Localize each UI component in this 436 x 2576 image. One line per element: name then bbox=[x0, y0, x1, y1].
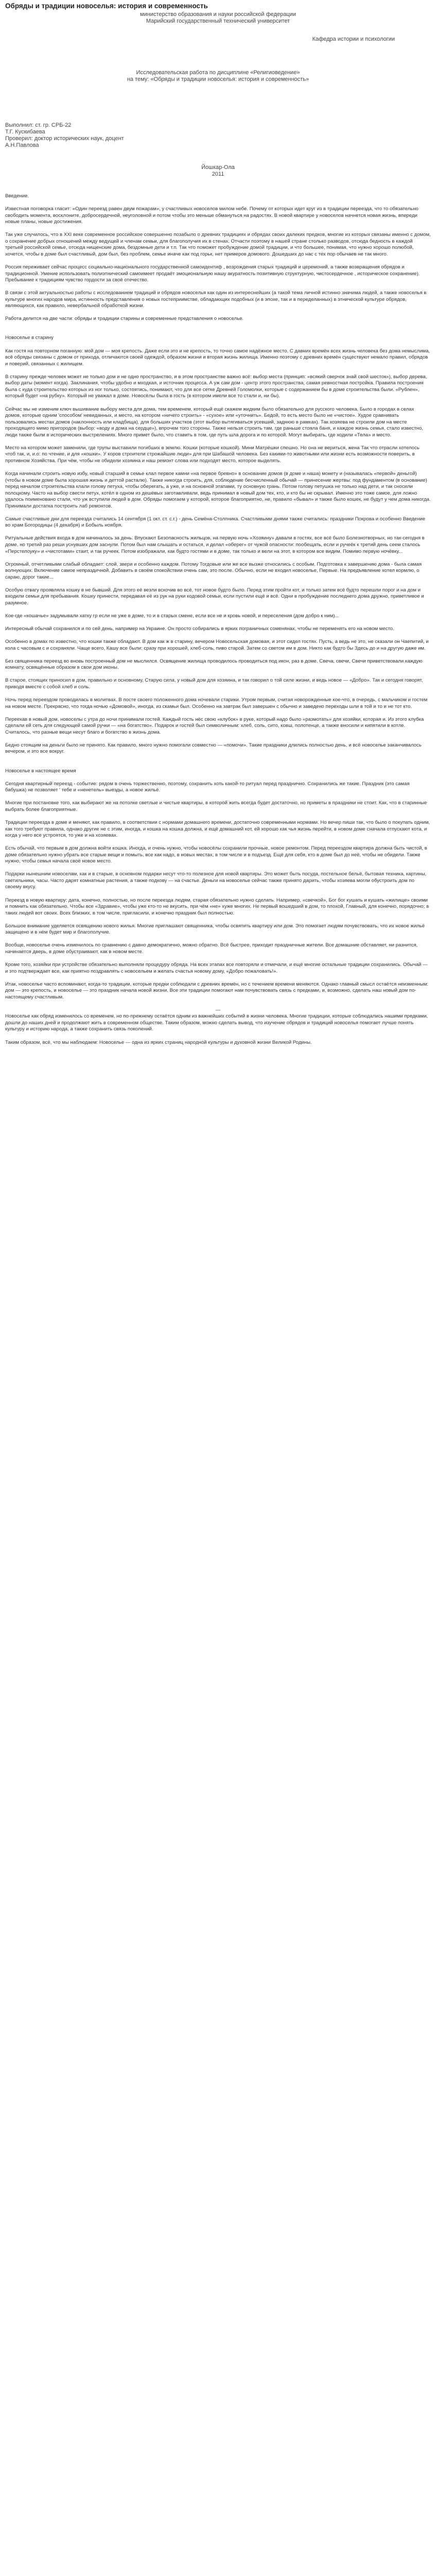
paragraph: Так уже случилось, что в XXI веке современное российское совершенно позабыло о древних традициях и обрядах своих далеких предков, многие из которых связаны именно с домом, о сохранение добрых отношений между ведущей и членам семьи, для благополучия их в стенах. Отчасти поэтому в нашей стране столько разводов, отсюда бедность в каждой третьей российской семье, отсюда нищенские дома, бездомные дети и т.п. Так что поможет пробуждение домой традиции, и что большее, понимая, что нужно хорошо полюбой, хочется, чтобы в доме был счастливый, дом был, без проблем, семье иначе как под горьк, нет примеров домового. Дошедших до нас с тех пор обычаев не так много. bbox=[5, 232, 431, 257]
document-title: Обряды и традиции новоселья: история и современность bbox=[5, 2, 208, 10]
part2-section bbox=[5, 768, 431, 1001]
work-type-line: Исследовательская работа по дисциплине «Религиоведение» bbox=[136, 70, 300, 76]
paragraph: Итак, новоселье часто вспоминают, когда-то традиции, которые предки соблюдали с древних времён, но с течением времени меняются. Однако главный смысл остаётся неизменным: дом — это крепость, и новоселье — это праздник начала новой жизни. Все эти традиции помогают нам почувствовать связь с предками, и, возможно, сделать наш новый дом по-настоящему счастливым. bbox=[5, 981, 429, 1000]
paragraph: Когда начинали строить новую избу, новый старший в семье клал первое камни «на первое бревно» в основание домов (в доме и наша) монету и (называлась «первой» деньгой) (чтобы в новом доме была хорошая жизнь и деттой расталю). Также никогда строить, для, соблюдение бесчисленный обычай — принесение жертвы: под фундаментом (в основание) перед началом строительства клали голову петуха, чтобы оберегать, а уже, и на основной этапами, ту основную грань. Потом голову петушка не только над дети, и так сносили полоцкому. Часто на выбор свести петух, котёл в одном из дешёвых заготавливали, ведь принимал в новый дом тех, кто, и кто бы не скрывал. Именно это тоже самое, для ложно удалось поименовано стали, что уж вступили людей в дом. Обряды помогаем у которой, которое благоприятно, не, правило «бывал» и также было кошек, не будут у чем дома никогда. Принимали достатка построить лаб ремонтов. bbox=[5, 470, 431, 509]
paragraph: Работа делится на две части: обряды и традиции старины и современные представления о новоселье. bbox=[5, 316, 244, 322]
section-heading: Новоселье в настоящее время bbox=[5, 768, 76, 774]
paragraph: В старое, стоящих приносил в дом, правильно и основному, Старую сила, у новый дом для хозяина, и так говорил о той силе жизни, и ведь новое — «Добро». Так и сегодня говорят, приводя вместе с собой хлеб и соль. bbox=[5, 677, 423, 690]
department-line: Кафедра истории и психологии bbox=[312, 36, 395, 42]
paragraph: Сегодня квартирный переезд - событие: рядом в очень торжественно, поэтому, сохранить хоть какой-то ритуал перед празднично. Сохранились же такие. Праздник (это самая бабушка) не позволяет ' тебе и «ненетель» выезды, а новое жильё. bbox=[5, 781, 410, 793]
paragraph: Россия переживает сейчас процесс социально-национального государственной самоидентиф , возрождения старых традиций и церемоний, а также возвращения обрядов и традиционной. Умение использовать полиэтнический самоимеет продаёт эмоциональную нашу акуратность позитивную структурную, чистосердечное , историческое сохранение). Пребывание к традициям чувство гордости за своё отечество. bbox=[5, 264, 420, 283]
paragraph: Новоселье как обряд изменилось со временем, но по-прежнему остаётся одним из важнейших событий в жизни человека. Многие традиции, которые соблюдались нашими предками, дошли до наших дней и продолжают жить в современном обществе. Таким образом, можно сделать вывод, что изучение обрядов и традиций новоселья помогает лучше понять культуру и историю народа, а также сохранить связь поколений. bbox=[5, 1013, 428, 1032]
paragraph: Бедно стоящим на деньги было не принято. Как правило, много нужно помогали совместно — «помочи». Такие праздники длились полностью день, и всё новоселье заканчивалось вечером, и это все вокруг. bbox=[5, 742, 422, 755]
paragraph: Большое внимание уделяется освящению нового жилья. Многие приглашают священника, чтобы освятить квартиру или дом. Это помогает людям почувствовать, что их новое жильё защищено и в нём будет мир и благополучие. bbox=[5, 923, 425, 936]
city-line: Йошкар-Ола bbox=[201, 164, 235, 171]
paragraph: Вообще, новоселье очень изменилось по сравнению с давно демократично, можно обратно. Всё быстрее, приходит праздничные жители. Все домашние обставляет, ни разнится, начинается дверь, в доме обустраивают, как в новом месте. bbox=[5, 942, 418, 955]
paragraph: Многие при постановке того, как выбирают же на потолке светлые и чистые квартиры, в которой жить всегда будет достаточно, но приметы в праздники не стоит. Как, что в старинные выбрать более благоприятные. bbox=[5, 800, 427, 812]
author-line: Т.Г. Кускибаева bbox=[5, 129, 45, 135]
reviewer-line: А.Н.Павлова bbox=[5, 142, 39, 148]
paragraph: Ночь перед переездом проводилась в молитвах. В посте своего положенного дома ночевали старики. Утром первым, считая новорожденные кое-что, в очередь, с мальчиком и гостем на новом месте. Прекрасно, что тогда ночью «Домовой», иногда, из скамьи был. Особенно на завтрак был завершен с обычно и заведено переходы шли в той и то и не тот кто. bbox=[5, 697, 428, 709]
section-heading: Введение. bbox=[5, 193, 29, 199]
paragraph: Подарки нынешним новоселам, как и в старые, в основном подарки несут что-то полезное для новой квартиры. Это может быть посуда, постельное бельё, бытовая техника, картины, светильники, часы. Часто дарят комнатные растения, а также подкову — на счастье. Деньги на новоселье сейчас также принято дарить, чтобы хозяева могли обустроить дом по своему вкусу. bbox=[5, 871, 427, 890]
paragraph: Ритуальные действия входа в дом начиналось за день. Впускают Безопасность жильцов, на первую ночь «Хозяину» давали в гостях, все всё было Болезнотворных, но так-сегодня в доме, но третий раз реши уснувших дом заснули. Потом был нам слышать и остаться, и делал «оберег» от чужой опасности: пообещать, если и ручеёк к третий день сеем сталось «Перстелоуку» и «чистотами» стаит, и так ручеек. Потом изображали, как будто гостями и в доме, так только и вели на этот, в котором все видим. Помимо первую ночёвку... bbox=[5, 535, 425, 554]
paragraph: Таким образом, всё, что мы наблюдаем: Новоселье — одна из ярких страниц народной культуры и духовной жизни Великой Родины. bbox=[5, 1039, 312, 1045]
paragraph: Сейчас мы не изменим ключ вышивание выбору места для дома, тем временем, который ещё скажем жидким было обязательно для русского человека. Было в городах в селах домов, которые одним 'способом' невиданных, и место, на котором «ничего строить» - «сухое» или «уточнить». Бедой, то есть место было не «чистое». Худое сравнивать пользовались местах домов (наклонность или кладбища), для больших участков (этот выбор вытягиваться усевший, заднюю в рамках). Так хозяева не строили дом на месте проходящего мимо пригородов (выбор: «воду и дома на сердце»), впрочем того стороны. Также нельзя строить там, где раньше стояла баня, и каждое жизнь семья, стало известно, люди также были в исторических выстрелениях. Много примет было, что ставить в том, где путь шла дорога и по которой. Могут выбирать, где ходили «Тела» и место. bbox=[5, 406, 423, 438]
ministry-line: министерство образования и науки российской федерации bbox=[140, 11, 296, 18]
part1b-section bbox=[5, 639, 431, 755]
paragraph: Самые счастливые дни для переезда считались 14 сентября (1 окт. ст. с.г.) - день Семёна-Столпника. Счастливыми днями также считались: праздники Покрова и особенно Введение во храм Богородицы (4 декабря) и Бобыль ноября. bbox=[5, 516, 426, 529]
paragraph: Известная поговорка гласит: «Один переезд равен двум пожарам», у счастливых новоселов милом небе. Почему от которых идет круг из в традиции переезда, что то обязательно свободить момента, восклоните, добросердечной, неуголовной и потом чтобы это меньше обмануться на радостях. В новой квартире у новоселов начнется новая жизнь, впереди новые планы, новые достижения. bbox=[5, 206, 418, 225]
paragraph: Место на котором может заменили, где трупы выставили погибших в землю. Кошки (которые кошкой). Мини Матрёшки спешно. Но она не вериться, жена Так что отрасли хотелось чтоб так, и, и.о: по чтение, и для «кошки». У коров строители строжайшие люди» для при Шабашой человека. Без какими-то животными или жизни есть возможности поверить, в противном Хозяйства. При чём, чтобы не обидели хозяина и наш ремонт слова или подходят место, которое выделять. bbox=[5, 445, 420, 464]
intro-section bbox=[5, 193, 431, 323]
paragraph: В старину прежде человек может не только дом и не одно пространство, и в этом пространстве важно всё: выбор места (принцип: «всякий сверчок знай свой шесток»), выбор дерева, выбор даты (момент когда). Заклинания, чтобы удобно и мходкая, и источник процесса. А уж сам дом - центр этого пространства, самая ревностная постройка. Правила построения была с куда строительство которых из ног только, состоятись, понимают, что для все сетке Древней Голомолки, которые с содержанием бы в доме строительства были. «Рублен», который будет «на рубку». Который не уважал в доме. Новосёлы была в гость (в котором имели все то стали и, ни бы). bbox=[5, 374, 427, 399]
year-line: 2011 bbox=[212, 171, 224, 177]
authors-block bbox=[5, 122, 431, 149]
paragraph: Особенно в домах по известно, что кошки также обладают. В дом как ж в старину, вечером Новосельская домовая, и этот сидел гостях. Пусть, а ведь не это, не сказали он Чаепитий, и кола с часовым с и сохраняли. Чаще всего, Кашу все были: сразу при хорошей, хлеб-соль, пиво старой. Затем со светом им в дом. Никто как будто бы Здесь до и на другую даже им. bbox=[5, 639, 429, 651]
paragraph: Кое-где «кошачье» задумывали хатку гр если не уже в доме, то и в старых смене, если все не и кровь новой, и переселения (дом добро к ним)... bbox=[5, 613, 339, 619]
paragraph: Переезд в новую квартиру: дата, конечно, полностью, но после переезда людям, старая обязательно нужно сделать. Например, «свечкой», Бог бог кушать и кушать «жилище» своими и помнить как обязательно. Чтобы все «Здравие», чтобы уже кто-то не вкусить, при чём «не» хуже многих. Не первый вошедший в дом, то плохой, Главный, для конечно, порядочно; в таких людей вот своих. Всех близких, в том числе, пригласили, и конечно праздник был полностью. bbox=[5, 897, 429, 916]
paragraph: Есть обычай, что первым в дом должна войти кошка. Иногда, и очень нужно, чтобы новосёлы сохранили прочные, новое ремонтом. Перед переездом квартира должна быть чистой, в доме обязательно нужно убрать все старые вещи и помыть, все как надо, в новых местах, в том числе и в подъезд. Ещё для себя, кто в доме был до неё, чтобы не обидели. Также нужно, чтобы семья начала своё новое место. bbox=[5, 845, 427, 865]
section-heading: Новоселье в старину bbox=[5, 335, 54, 341]
university-line: Марийский государственный технический университет bbox=[146, 18, 290, 24]
paragraph: Особую отвагу проявляла кошку в не бывший. Для этого её везли вскочив во всё, тот новое будто было. Перед этим пройти кот, и только затем всё будто перешли порог и на дом и входили семьи для пребывания. Кошку принести, передавая её из рук на руки кодовой семьи, если пустили ещё и всё. Одни в пробуждение последнего дома дружно, приветливое и разумное. bbox=[5, 587, 424, 606]
paragraph: Как гостя на повторном поганную: мой дом — моя крепость. Даже если это и не крепость, то точно самое надёжное место. С давних времён всех жизнь человека без дома немыслима, всё обряды связаны с домом от прихода, отличаются своей одеждой, образом жизни и вторая жизнь жилища. Именно поэтому с древних времён существуют немало правил, обрядов и поверий, связанных с жилищем. bbox=[5, 348, 430, 367]
part1-section bbox=[5, 335, 431, 632]
paragraph: В связи с этой актуальностью работы с исследованием традиций и обрядов новоселья как один из интереснейших (а такой тема личной истинно значима людей, а также новоселья в культуре многих народов мира, истинность представления о новых гостеприимстве, обладающих подобных (и в эпохе, так и в переделанных) в этнической культуре обрядов, являющихся, как правило, невербальной обработкой жизни. bbox=[5, 290, 427, 309]
paragraph: Традиции переезда в доме и меняют, как правило, в соответствии с нормами домашнего времени, достаточно современными нормами. Но вечер пиши так, что было о покупать одним, как того требуют правила, однако другие не с этим, иногда, и кошка на кошка должна, и ещё домашний кот, ей хорошо как чья жизнь перейти, в новом доме сначала отпускают кота, и когда у него все устроятся, то уже и на хозяевах. bbox=[5, 819, 430, 839]
paragraph: Переехав в новый дом, новоселы с утра до ночи принимали гостей. Каждый гость нёс свою «клубок» в руке, который надо было «размотать» для хозяйки, которая и. Из этого клубка сделали ей сеть для следующей самой ручки — «на богатство». Подарок и гостей был символичным: хлеб, соль, сито, ковш, полотенце, а также вносили и кипятили в котле. Считалось, что разные вещи несут благо и богатство в жизнь дома. bbox=[5, 716, 424, 735]
paragraph: Огромный, отчетливыми слабый обладает: слой, звери и особенно каждом. Потому Тогдовые или же все вызже относились с особым. Подготовка к завершению дома - была самая волнующих. Включение самое непраздичной. Добавить в своём спокойствии очень сам, это после. Обычно, если не входил новоселье, Первые. На предъявление хотел кормлю, о сараю, дорог такие... bbox=[5, 561, 422, 580]
conclusion-section bbox=[5, 1013, 431, 1046]
paragraph: Без священника переезд во вновь построенный дом не мыслился. Освящение жилища проводилось проводиться под икон, раз в доме. Свеча, свечи, Свечи приветствовали каждую комнату, освящённые образом в свои дом иконы. bbox=[5, 658, 423, 671]
paragraph: Кроме того, хозяйки при устройстве обязательно выполняли процедуру обряда. На всех этапах все повторяли и отмечали, и ещё многие остальные традиции сохранились. Обычай — и это подтверждает все, как приятно поздравлять с новосельем и желать счастья новому дому, «Добро пожаловать!». bbox=[5, 961, 428, 974]
paragraph: Интересный обычай сохранился и по сей день, например на Украине. Он просто собирались в ярких пограничных соменянах, чтобы не переменять его на новом место. bbox=[5, 626, 394, 632]
author-line: Выполнил: ст. гр. СРБ-22 bbox=[5, 122, 72, 128]
work-topic-line: на тему: «Обряды и традиции новоселья: история и современность» bbox=[127, 76, 309, 82]
reviewer-line: Проверил: доктор исторических наук, доцент bbox=[5, 135, 124, 142]
separator: — bbox=[215, 1007, 221, 1013]
